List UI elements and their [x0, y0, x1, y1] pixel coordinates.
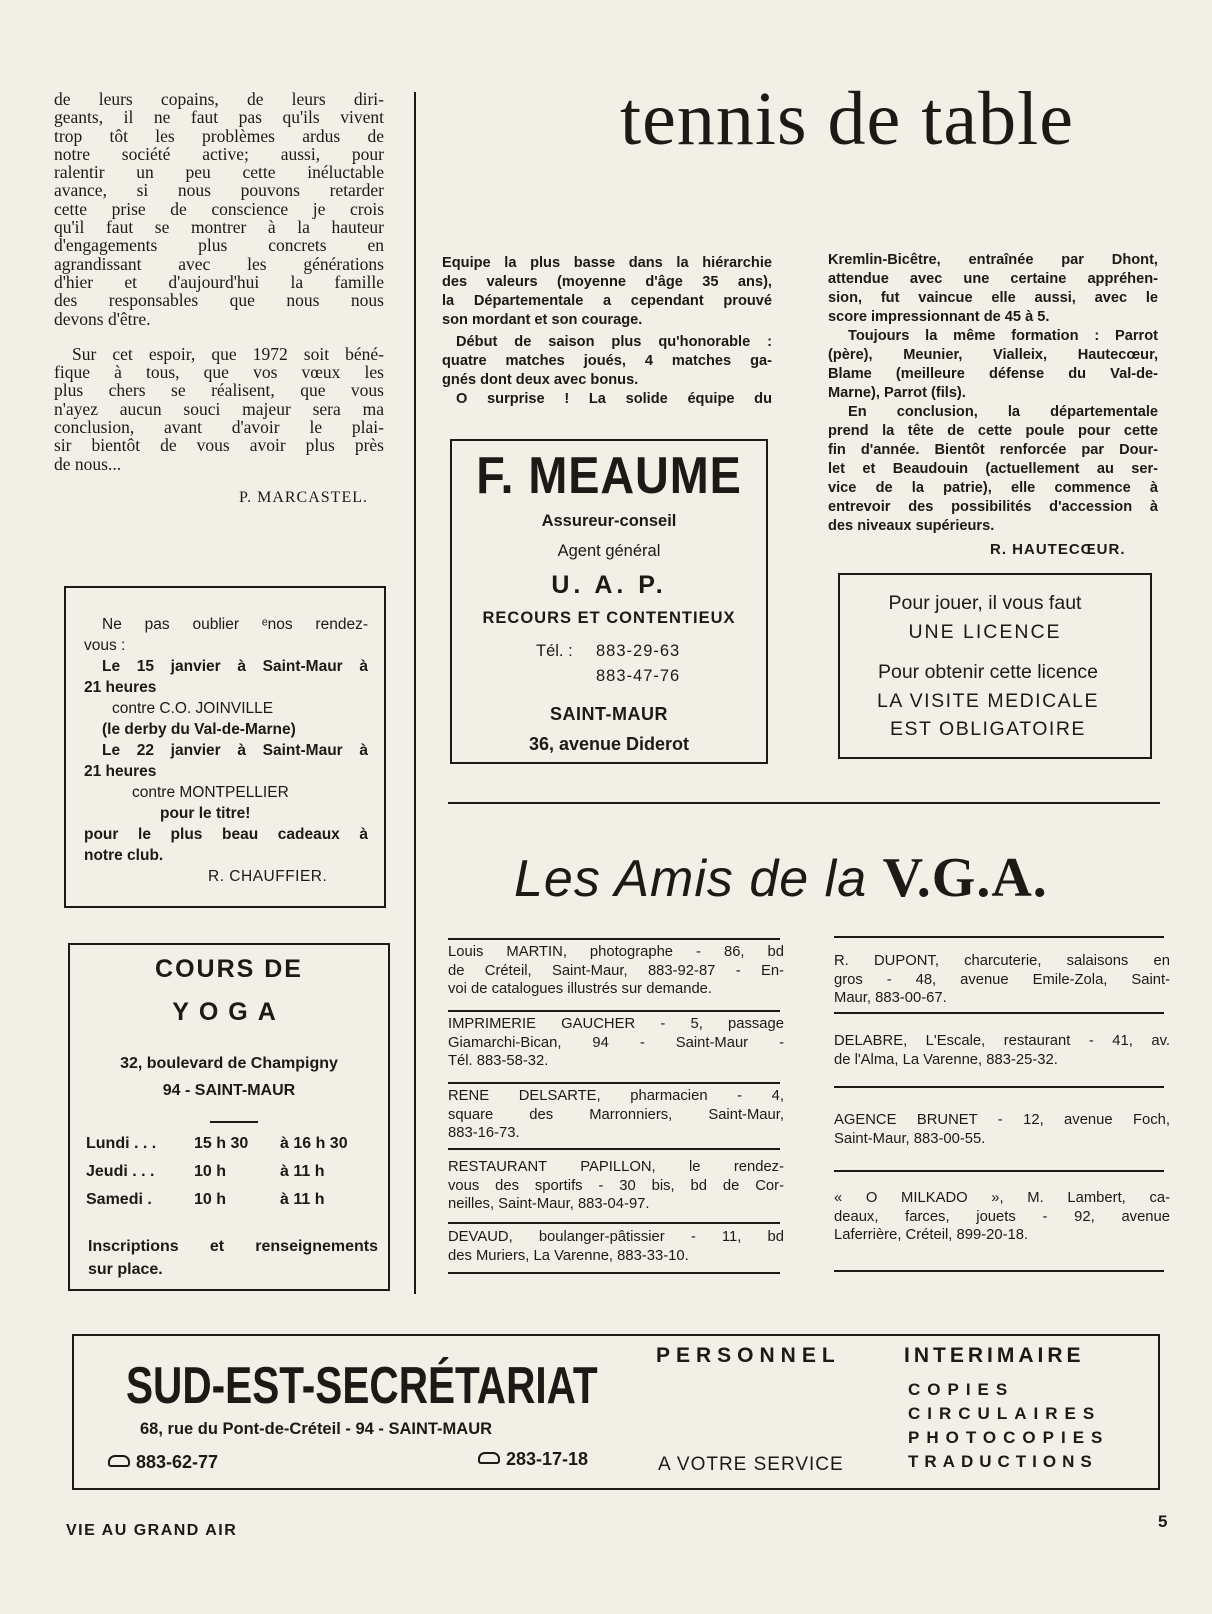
yoga-divider	[210, 1121, 258, 1123]
amis-entry	[834, 1111, 1170, 1148]
amis-title-prefix: Les Amis de la	[514, 850, 883, 908]
amis-left-rule-0	[448, 938, 780, 940]
sud-personnel: PERSONNEL	[656, 1344, 841, 1367]
amis-entry-rule	[834, 936, 1164, 938]
amis-entry-line: « O MILKADO », M. Lambert, ca-	[834, 1190, 1170, 1206]
amis-entry-line: 883-16-73.	[448, 1125, 520, 1142]
amis-entry-rule	[834, 1012, 1164, 1014]
left-article-line: notre société active; aussi, pour	[54, 143, 384, 164]
tennis-title: tennis de table	[620, 77, 1074, 161]
amis-entry	[448, 943, 784, 999]
amis-top-rule	[448, 802, 1160, 804]
amis-entry-line: vous des sportifs - 30 bis, bd de Cor-	[448, 1177, 784, 1194]
page-number: 5	[1158, 1512, 1168, 1531]
amis-entry-rule	[448, 1148, 780, 1150]
tennis-line: Equipe la plus basse dans la hiérarchie	[442, 255, 772, 271]
yoga-ad-box	[68, 943, 390, 1291]
sud-address: 68, rue du Pont-de-Créteil - 94 - SAINT-MAUR	[140, 1420, 493, 1438]
tennis-line: des niveaux supérieurs.	[828, 518, 995, 534]
rdv-line: Le 15 janvier à Saint-Maur à	[102, 658, 368, 675]
tennis-line: son mordant et son courage.	[442, 312, 643, 328]
tennis-column-2	[828, 251, 1158, 536]
sud-phone-2: 283-17-18	[506, 1449, 589, 1469]
amis-entry-line: gros - 48, avenue Emile-Zola, Saint-	[834, 971, 1170, 988]
tennis-line: attendue avec une certaine appréhen-	[828, 271, 1158, 287]
tennis-line: Kremlin-Bicêtre, entraînée par Dhont,	[828, 252, 1158, 268]
amis-entry-line: voi de catalogues illustrés sur demande.	[448, 981, 713, 998]
left-article-line: avance, si nous pouvons retarder	[54, 180, 384, 201]
amis-entry-rule	[834, 1270, 1164, 1272]
left-article-paragraph-1	[54, 90, 384, 328]
amis-entry-line: Maur, 883-00-67.	[834, 990, 947, 1007]
amis-entry-line: square des Marronniers, Saint-Maur,	[448, 1106, 784, 1123]
meaume-service: RECOURS ET CONTENTIEUX	[482, 609, 736, 627]
amis-entry	[448, 1015, 784, 1071]
amis-right-list	[834, 942, 1170, 1282]
sud-service: A VOTRE SERVICE	[658, 1454, 844, 1475]
tennis-line: O surprise ! La solide équipe du	[456, 391, 772, 407]
rdv-line: Ne pas oublier ᵉnos rendez-	[102, 616, 368, 633]
column-divider	[414, 92, 416, 1294]
yoga-footer-line-2: sur place.	[88, 1261, 163, 1278]
tennis-line: Blame (meilleure défense du Val-de-	[828, 366, 1158, 382]
left-article-line: des responsables que nous nous	[54, 290, 384, 311]
rdv-line: vous :	[84, 637, 126, 654]
yoga-schedule-row: Samedi . 10 h à 11 h	[86, 1191, 325, 1208]
sud-phone-1-row	[108, 1452, 218, 1473]
meaume-city: SAINT-MAUR	[550, 704, 668, 724]
rdv-line: contre MONTPELLIER	[132, 784, 289, 801]
amis-entry-line: R. DUPONT, charcuterie, salaisons en	[834, 953, 1170, 969]
telephone-icon	[478, 1452, 500, 1464]
tennis-line: prend la tête de cette poule pour cette	[828, 423, 1158, 439]
sud-traductions: TRADUCTIONS	[908, 1452, 1098, 1471]
amis-entry-line: Saint-Maur, 883-00-55.	[834, 1130, 986, 1147]
left-article-line: plus chers se réalisent, que vous	[54, 380, 384, 401]
amis-left-list	[448, 942, 784, 1282]
licence-line-2: UNE LICENCE	[908, 620, 1062, 643]
yoga-schedule	[86, 1135, 376, 1219]
rdv-line: contre C.O. JOINVILLE	[112, 700, 274, 717]
amis-title	[514, 846, 1048, 910]
rdv-line: (le derby du Val-de-Marne)	[102, 721, 296, 738]
left-article-signature: P. MARCASTEL.	[238, 488, 368, 506]
meaume-name: F. MEAUME	[476, 447, 742, 505]
tennis-line: Toujours la même formation : Parrot	[848, 328, 1158, 344]
amis-entry-line: de l'Alma, La Varenne, 883-25-32.	[834, 1051, 1058, 1068]
left-article-line: devons d'être.	[54, 308, 151, 329]
tennis-line: la Départementale a cependant prouvé	[442, 293, 772, 309]
amis-entry	[448, 1087, 784, 1143]
amis-entry-line: deaux, farces, jouets - 92, avenue	[834, 1208, 1170, 1225]
tennis-line: gnés dont deux avec bonus.	[442, 372, 639, 388]
amis-entry-line: RESTAURANT PAPILLON, le rendez-	[448, 1159, 784, 1175]
meaume-tel-label: Tél. :	[536, 642, 573, 660]
rdv-line: Le 22 janvier à Saint-Maur à	[102, 742, 368, 759]
amis-entry-rule	[448, 1272, 780, 1274]
rdv-line: pour le titre!	[160, 805, 251, 822]
tennis-line: vice de la patrie), elle commence à	[828, 480, 1158, 496]
tennis-line: des valeurs (moyenne d'âge 35 ans),	[442, 274, 772, 290]
sud-copies: COPIES	[908, 1380, 1015, 1399]
left-article-line: conclusion, avant d'avoir le plai-	[54, 417, 384, 438]
left-article	[54, 90, 384, 507]
sud-photocopies: PHOTOCOPIES	[908, 1428, 1110, 1447]
amis-entry-rule	[448, 1222, 780, 1224]
amis-entry-rule	[448, 1010, 780, 1012]
yoga-footer-line-1: Inscriptions et renseignements	[88, 1238, 378, 1255]
licence-line-1: Pour jouer, il vous faut	[888, 592, 1082, 614]
sud-phone-1: 883-62-77	[136, 1452, 219, 1472]
left-article-line: de nous...	[54, 453, 122, 474]
meaume-ad-box	[450, 439, 768, 764]
sud-interim: INTERIMAIRE	[904, 1344, 1085, 1367]
sud-brand: SUD-EST-SECRÉTARIAT	[126, 1357, 598, 1415]
left-article-line: de leurs copains, de leurs diri-	[54, 89, 384, 109]
rdv-line: 21 heures	[84, 679, 157, 696]
left-article-line: d'engagements plus concrets en	[54, 235, 384, 256]
amis-entry-line: Tél. 883-58-32.	[448, 1053, 549, 1070]
left-article-line: n'ayez aucun souci majeur sera ma	[54, 398, 384, 419]
tennis-line: Marne), Parrot (fils).	[828, 385, 966, 401]
tennis-column-1	[442, 254, 772, 409]
sud-phone-2-row	[478, 1449, 588, 1470]
yoga-address-1: 32, boulevard de Champigny	[120, 1055, 338, 1072]
amis-entry-line: Giamarchi-Bican, 94 - Saint-Maur -	[448, 1034, 784, 1051]
tennis-line: sion, fut vaincue elle aussi, avec le	[828, 290, 1158, 306]
amis-entry-line: des Muriers, La Varenne, 883-33-10.	[448, 1247, 689, 1264]
left-article-line: geants, il ne faut pas qu'ils vivent	[54, 107, 384, 128]
amis-title-bold: V.G.A.	[882, 847, 1048, 909]
left-article-paragraph-2	[54, 345, 384, 473]
tennis-line: (père), Meunier, Vialleix, Hautecœur,	[828, 347, 1158, 363]
amis-entry-line: DEVAUD, boulanger-pâtissier - 11, bd	[448, 1229, 784, 1245]
amis-entry-line: AGENCE BRUNET - 12, avenue Foch,	[834, 1112, 1170, 1128]
amis-entry-line: IMPRIMERIE GAUCHER - 5, passage	[448, 1016, 784, 1032]
tennis-line: quatre matches joués, 4 matches ga-	[442, 353, 772, 369]
left-article-line: sir bientôt de vous avoir plus près	[54, 435, 384, 456]
yoga-footer	[88, 1235, 378, 1281]
licence-line-5: EST OBLIGATOIRE	[890, 718, 1086, 740]
yoga-address-2: 94 - SAINT-MAUR	[162, 1082, 296, 1099]
rdv-line: notre club.	[84, 847, 164, 864]
left-article-line: cette prise de conscience je crois	[54, 198, 384, 219]
amis-entry	[834, 952, 1170, 1008]
amis-entry	[834, 1032, 1170, 1069]
telephone-icon	[108, 1455, 130, 1467]
meaume-tel-2: 883-47-76	[596, 667, 681, 685]
left-article-line: d'hier et d'aujourd'hui la famille	[54, 271, 384, 292]
amis-entry-line: neilles, Saint-Maur, 883-04-97.	[448, 1196, 650, 1213]
journal-name: VIE AU GRAND AIR	[66, 1522, 238, 1539]
tennis-line: let et Beaudouin (actuellement au ser-	[828, 461, 1158, 477]
tennis-line: score impressionnant de 45 à 5.	[828, 309, 1050, 325]
amis-entry-rule	[834, 1086, 1164, 1088]
tennis-line: En conclusion, la départementale	[848, 404, 1158, 420]
rdv-signature: R. CHAUFFIER.	[208, 868, 328, 885]
meaume-role: Assureur-conseil	[541, 512, 677, 530]
left-article-line: fique à tous, que vos vœux les	[54, 362, 384, 383]
left-article-line: ralentir un peu cette inéluctable	[54, 162, 384, 183]
licence-line-3: Pour obtenir cette licence	[877, 661, 1099, 683]
amis-entry-line: RENE DELSARTE, pharmacien - 4,	[448, 1088, 784, 1104]
yoga-title-2: YOGA	[172, 998, 286, 1026]
amis-entry-rule	[448, 1082, 780, 1084]
amis-entry-line: Louis MARTIN, photographe - 86, bd	[448, 944, 784, 960]
meaume-company: U. A. P.	[551, 571, 667, 599]
rdv-line: 21 heures	[84, 763, 157, 780]
left-article-line: trop tôt les problèmes ardus de	[54, 125, 384, 146]
yoga-schedule-row: Lundi . . . 15 h 30 à 16 h 30	[86, 1135, 348, 1152]
amis-entry-line: Laferrière, Créteil, 899-20-18.	[834, 1227, 1029, 1244]
sud-circulaires: CIRCULAIRES	[908, 1404, 1102, 1423]
yoga-schedule-row: Jeudi . . . 10 h à 11 h	[86, 1163, 325, 1180]
amis-entry-line: DELABRE, L'Escale, restaurant - 41, av.	[834, 1033, 1170, 1049]
meaume-address: 36, avenue Diderot	[528, 734, 690, 754]
amis-entry-rule	[834, 1170, 1164, 1172]
rendezvous-box	[64, 586, 386, 908]
amis-entry-line: de Créteil, Saint-Maur, 883-92-87 - En-	[448, 962, 784, 979]
licence-box	[838, 573, 1152, 759]
tennis-line: fin d'année. Bientôt renforcée par Dour-	[828, 442, 1158, 458]
tennis-line: entrevoir des possibilités d'accession à	[828, 499, 1158, 515]
meaume-tel-1: 883-29-63	[596, 642, 681, 660]
tennis-signature: R. HAUTECŒUR.	[990, 541, 1126, 558]
tennis-line: Début de saison plus qu'honorable :	[456, 334, 772, 350]
meaume-agent: Agent général	[557, 542, 661, 560]
licence-line-4: LA VISITE MEDICALE	[876, 689, 1100, 712]
yoga-title-1: COURS DE	[155, 955, 303, 983]
left-article-line: Sur cet espoir, que 1972 soit béné-	[72, 343, 384, 364]
amis-entry	[834, 1189, 1170, 1245]
left-article-line: agrandissant avec les générations	[54, 253, 384, 274]
amis-entry	[448, 1228, 784, 1265]
sud-est-ad-box	[72, 1334, 1160, 1490]
left-article-line: qu'il faut se montrer à la hauteur	[54, 217, 384, 238]
rdv-line: pour le plus beau cadeaux à	[84, 826, 368, 843]
amis-entry	[448, 1158, 784, 1214]
